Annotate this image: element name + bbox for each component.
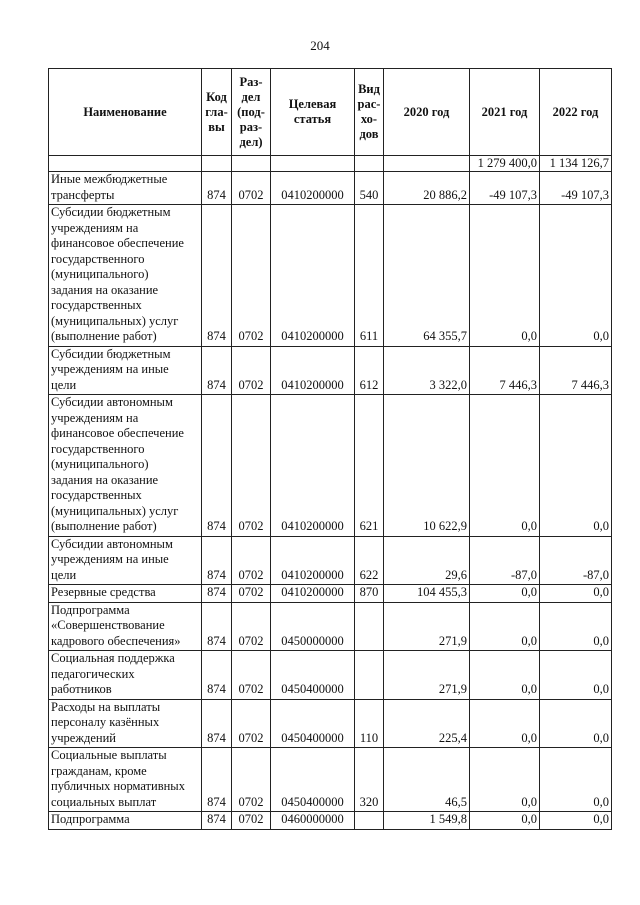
row-tselevaya-statya: 0410200000 — [271, 536, 355, 585]
row-2020: 271,9 — [384, 651, 470, 700]
row-name: Субсидии бюджетным учреждениям на финансовое обеспечение государственного (муниципального) задания на оказание государственных (муниципальных) услуг (выполнение работ) — [49, 205, 202, 347]
row-2020: 225,4 — [384, 699, 470, 748]
row-razdel: 0702 — [232, 395, 271, 537]
carryover-2021: 1 279 400,0 — [470, 156, 540, 172]
row-name: Субсидии автономным учреждениям на иные цели — [49, 536, 202, 585]
row-name: Социальные выплаты гражданам, кроме публичных нормативных социальных выплат — [49, 748, 202, 812]
table-row — [49, 748, 612, 812]
table-row — [49, 536, 612, 585]
page-number: 204 — [310, 38, 330, 53]
row-tselevaya-statya: 0410200000 — [271, 346, 355, 395]
row-2020: 46,5 — [384, 748, 470, 812]
row-2021: 0,0 — [470, 205, 540, 347]
row-name: Субсидии бюджетным учреждениям на иные цели — [49, 346, 202, 395]
row-2022: -49 107,3 — [540, 172, 612, 205]
row-razdel: 0702 — [232, 536, 271, 585]
row-vid-raskhodov — [355, 602, 384, 651]
row-2022: 0,0 — [540, 602, 612, 651]
row-2022: 0,0 — [540, 395, 612, 537]
row-vid-raskhodov: 612 — [355, 346, 384, 395]
row-name: Социальная поддержка педагогических работников — [49, 651, 202, 700]
row-2020: 1 549,8 — [384, 812, 470, 830]
table-row — [49, 585, 612, 603]
row-2022: 0,0 — [540, 205, 612, 347]
header-vid-raskhodov: Вид рас- хо- дов — [355, 69, 384, 156]
row-kod-glavy: 874 — [202, 346, 232, 395]
header-row — [49, 69, 612, 156]
row-name: Резервные средства — [49, 585, 202, 603]
row-kod-glavy: 874 — [202, 812, 232, 830]
row-razdel: 0702 — [232, 748, 271, 812]
table-row — [49, 602, 612, 651]
row-tselevaya-statya: 0410200000 — [271, 172, 355, 205]
row-2021: 0,0 — [470, 585, 540, 603]
row-kod-glavy: 874 — [202, 536, 232, 585]
header-tselevaya-statya: Целевая статья — [271, 69, 355, 156]
row-vid-raskhodov: 320 — [355, 748, 384, 812]
table-row — [49, 651, 612, 700]
row-2020: 3 322,0 — [384, 346, 470, 395]
row-2020: 10 622,9 — [384, 395, 470, 537]
blank-cell — [232, 156, 271, 172]
table-row — [49, 346, 612, 395]
row-name: Субсидии автономным учреждениям на финансовое обеспечение государственного (муниципального) задания на оказание государственных (муниципальных) услуг (выполнение работ) — [49, 395, 202, 537]
row-2020: 104 455,3 — [384, 585, 470, 603]
row-kod-glavy: 874 — [202, 395, 232, 537]
row-kod-glavy: 874 — [202, 748, 232, 812]
row-tselevaya-statya: 0460000000 — [271, 812, 355, 830]
row-vid-raskhodov — [355, 812, 384, 830]
blank-cell — [384, 156, 470, 172]
budget-table — [48, 68, 612, 830]
row-razdel: 0702 — [232, 205, 271, 347]
row-2021: 0,0 — [470, 699, 540, 748]
row-kod-glavy: 874 — [202, 172, 232, 205]
header-kod-glavy: Код гла- вы — [202, 69, 232, 156]
row-2021: -87,0 — [470, 536, 540, 585]
row-vid-raskhodov: 611 — [355, 205, 384, 347]
row-tselevaya-statya: 0410200000 — [271, 205, 355, 347]
table-row — [49, 205, 612, 347]
row-vid-raskhodov: 870 — [355, 585, 384, 603]
row-razdel: 0702 — [232, 699, 271, 748]
row-2021: 0,0 — [470, 812, 540, 830]
row-kod-glavy: 874 — [202, 651, 232, 700]
row-2022: 0,0 — [540, 748, 612, 812]
row-2020: 29,6 — [384, 536, 470, 585]
header-2021: 2021 год — [470, 69, 540, 156]
row-vid-raskhodov: 540 — [355, 172, 384, 205]
header-name: Наименование — [49, 69, 202, 156]
row-2020: 20 886,2 — [384, 172, 470, 205]
row-2022: -87,0 — [540, 536, 612, 585]
header-razdel: Раз- дел (под- раз- дел) — [232, 69, 271, 156]
row-tselevaya-statya: 0450400000 — [271, 651, 355, 700]
row-tselevaya-statya: 0410200000 — [271, 395, 355, 537]
row-2022: 0,0 — [540, 651, 612, 700]
row-razdel: 0702 — [232, 585, 271, 603]
blank-cell — [202, 156, 232, 172]
table-row — [49, 395, 612, 537]
row-razdel: 0702 — [232, 812, 271, 830]
carryover-2022: 1 134 126,7 — [540, 156, 612, 172]
row-vid-raskhodov: 622 — [355, 536, 384, 585]
header-2022: 2022 год — [540, 69, 612, 156]
row-2020: 271,9 — [384, 602, 470, 651]
row-2021: 0,0 — [470, 395, 540, 537]
row-name: Подпрограмма — [49, 812, 202, 830]
row-kod-glavy: 874 — [202, 585, 232, 603]
row-vid-raskhodov: 110 — [355, 699, 384, 748]
row-kod-glavy: 874 — [202, 205, 232, 347]
blank-cell — [355, 156, 384, 172]
row-tselevaya-statya: 0450400000 — [271, 699, 355, 748]
row-2021: 0,0 — [470, 651, 540, 700]
row-2021: 0,0 — [470, 748, 540, 812]
blank-cell — [271, 156, 355, 172]
row-tselevaya-statya: 0410200000 — [271, 585, 355, 603]
row-tselevaya-statya: 0450400000 — [271, 748, 355, 812]
blank-cell — [49, 156, 202, 172]
row-kod-glavy: 874 — [202, 602, 232, 651]
header-2020: 2020 год — [384, 69, 470, 156]
row-2020: 64 355,7 — [384, 205, 470, 347]
row-2022: 7 446,3 — [540, 346, 612, 395]
row-kod-glavy: 874 — [202, 699, 232, 748]
row-name: Подпрограмма «Совершенствование кадрового обеспечения» — [49, 602, 202, 651]
row-razdel: 0702 — [232, 172, 271, 205]
row-razdel: 0702 — [232, 602, 271, 651]
row-vid-raskhodov: 621 — [355, 395, 384, 537]
row-razdel: 0702 — [232, 651, 271, 700]
table-row — [49, 812, 612, 830]
row-name: Расходы на выплаты персоналу казённых учреждений — [49, 699, 202, 748]
table-row — [49, 172, 612, 205]
table-row — [49, 699, 612, 748]
row-2021: 7 446,3 — [470, 346, 540, 395]
row-2022: 0,0 — [540, 585, 612, 603]
row-tselevaya-statya: 0450000000 — [271, 602, 355, 651]
row-name: Иные межбюджетные трансферты — [49, 172, 202, 205]
row-2021: -49 107,3 — [470, 172, 540, 205]
row-2022: 0,0 — [540, 699, 612, 748]
row-2022: 0,0 — [540, 812, 612, 830]
carryover-row — [49, 156, 612, 172]
row-2021: 0,0 — [470, 602, 540, 651]
row-vid-raskhodov — [355, 651, 384, 700]
row-razdel: 0702 — [232, 346, 271, 395]
